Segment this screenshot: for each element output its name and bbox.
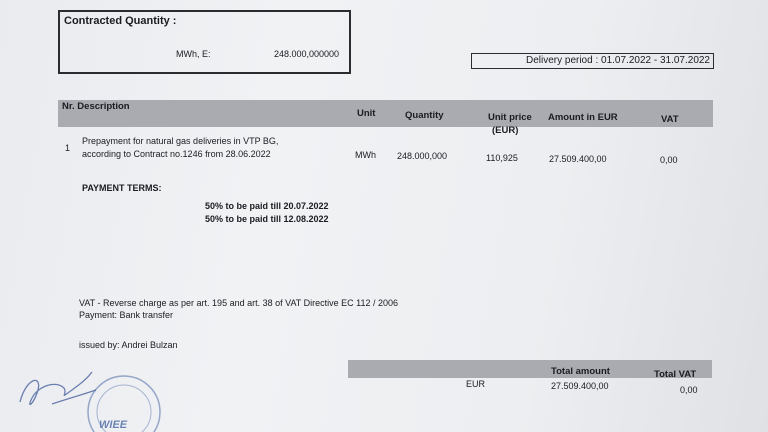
- payment-method: Payment: Bank transfer: [79, 310, 174, 320]
- payment-term-line: 50% to be paid till 12.08.2022: [205, 214, 329, 224]
- contracted-quantity-box: [58, 10, 351, 74]
- header-nr-description: Nr. Description: [62, 101, 130, 112]
- handwritten-signature: [20, 372, 96, 404]
- row-vat: 0,00: [660, 155, 678, 165]
- row-quantity: 248.000,000: [397, 151, 448, 161]
- signature-stamp: [12, 360, 162, 432]
- vat-note: VAT - Reverse charge as per art. 195 and art. 38 of VAT Directive EC 112 / 2006: [79, 298, 398, 308]
- row-nr: 1: [65, 143, 71, 153]
- total-vat-label: Total VAT: [654, 369, 697, 380]
- row-description-line2: according to Contract no.1246 from 28.06.2022: [82, 149, 271, 159]
- row-unit: MWh: [355, 150, 376, 160]
- header-quantity: Quantity: [405, 110, 444, 121]
- header-unit-price: Unit price: [488, 112, 532, 123]
- total-amount-label: Total amount: [551, 366, 610, 377]
- contracted-quantity-title: Contracted Quantity :: [64, 15, 177, 27]
- delivery-period: Delivery period : 01.07.2022 - 31.07.2022: [471, 53, 714, 69]
- header-amount: Amount in EUR: [548, 112, 618, 123]
- total-amount-value: 27.509.400,00: [551, 381, 609, 391]
- total-currency: EUR: [466, 379, 486, 389]
- contracted-quantity-value: 248.000,000000: [274, 49, 340, 59]
- header-unit-price-currency: (EUR): [492, 125, 519, 136]
- row-unit-price: 110,925: [486, 153, 518, 163]
- payment-term-line: 50% to be paid till 20.07.2022: [205, 201, 329, 211]
- header-vat: VAT: [661, 114, 679, 125]
- header-unit: Unit: [357, 108, 376, 119]
- issued-by: issued by: Andrei Bulzan: [79, 340, 178, 350]
- stamp-text: WIEE: [99, 419, 128, 431]
- total-vat-value: 0,00: [680, 385, 698, 395]
- contracted-quantity-unit: MWh, E:: [176, 49, 211, 59]
- payment-terms-title: PAYMENT TERMS:: [82, 183, 162, 193]
- row-amount: 27.509.400,00: [549, 154, 607, 164]
- row-description-line1: Prepayment for natural gas deliveries in VTP BG,: [82, 136, 279, 146]
